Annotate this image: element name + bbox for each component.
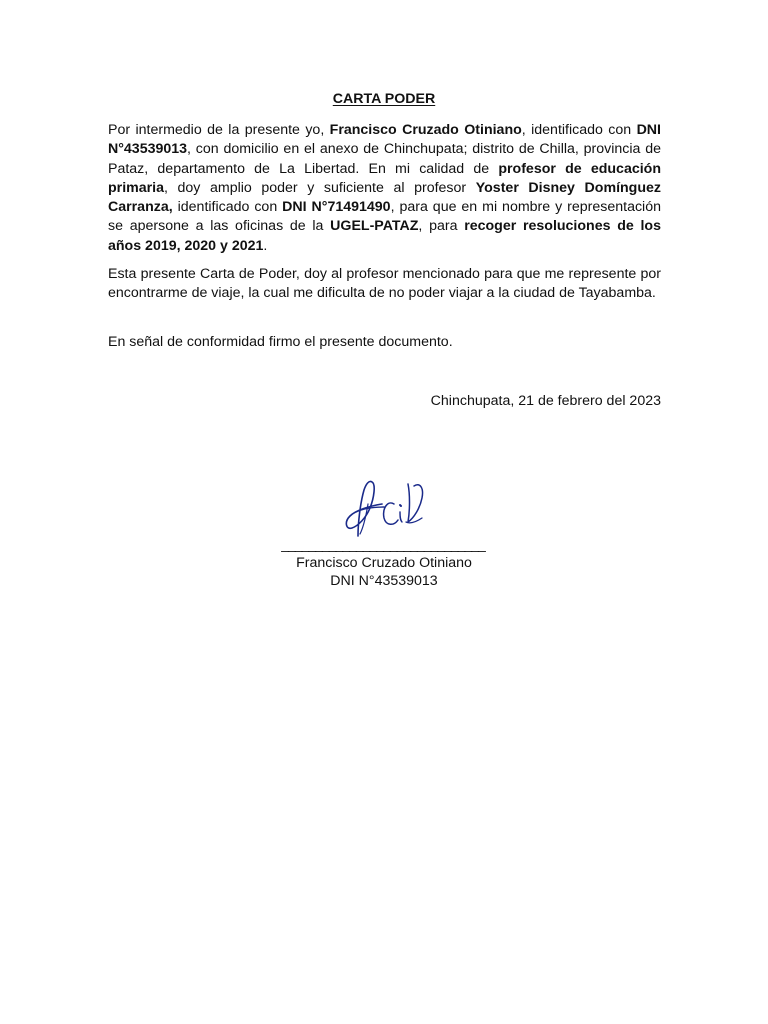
grantor-profession: profesor de educación primaria: [108, 160, 661, 196]
paragraph-conformity: En señal de conformidad firmo el presente documento.: [108, 334, 453, 350]
p1-text-8: .: [263, 237, 268, 254]
institution-name: UGEL-PATAZ: [330, 218, 419, 235]
paragraph-power-grant: [108, 121, 661, 256]
attorney-name: Yoster Disney Domínguez Carranza,: [108, 179, 661, 216]
p1-text-4: , doy amplio poder y suficiente al profesor: [164, 179, 476, 196]
grantor-name: Francisco Cruzado Otiniano: [329, 122, 522, 138]
signature-line: ______________________________: [281, 536, 485, 552]
attorney-dni: DNI N°71491490: [282, 199, 391, 216]
document-title: CARTA PODER: [332, 91, 436, 107]
signatory-name: Francisco Cruzado Otiniano: [296, 555, 472, 571]
signatory-dni: DNI N°43539013: [330, 573, 438, 589]
p1-text-3: , con domicilio en el anexo de Chinchupata; distrito de Chilla, provincia de Pataz, departamento de La Libertad. En mi calidad de: [108, 141, 661, 177]
grantor-dni: DNI N°43539013: [108, 122, 661, 158]
handwritten-signature: [336, 474, 432, 542]
paragraph-reason: Esta presente Carta de Poder, doy al profesor mencionado para que me represente por encontrarme de viaje, la cual me dificulta de no poder viajar a la ciudad de Tayabamba.: [108, 266, 661, 302]
date-line: Chinchupata, 21 de febrero del 2023: [430, 393, 661, 409]
p1-text-7: , para: [418, 218, 465, 235]
p1-text-5: identificado con: [172, 199, 283, 216]
power-purpose: recoger resoluciones de los años 2019, 2020 y 2021: [108, 218, 661, 254]
p1-text-6: , para que en mi nombre y representación se apersone a las oficinas de la: [108, 199, 661, 235]
p1-text-2: , identificado con: [521, 122, 637, 138]
p1-text-1: Por intermedio de la presente yo,: [108, 122, 330, 138]
